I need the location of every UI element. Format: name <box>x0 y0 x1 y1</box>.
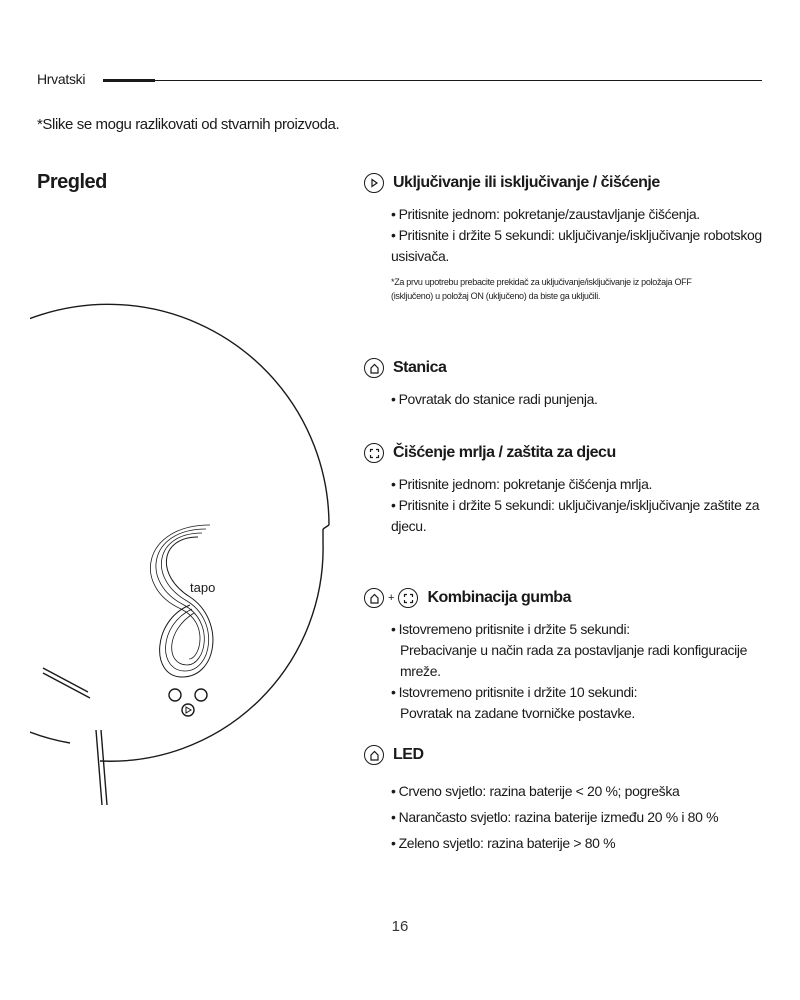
play-icon <box>364 173 384 193</box>
overview-heading: Pregled <box>37 171 107 193</box>
image-disclaimer: *Slike se mogu razlikovati od stvarnih proizvoda. <box>37 116 340 133</box>
power-button-illustration <box>182 704 194 716</box>
section-dock <box>364 355 774 410</box>
plus-sign: + <box>388 592 395 604</box>
list-item-continuation: djecu. <box>391 518 427 534</box>
header-divider <box>103 80 762 81</box>
list-item: • Crveno svjetlo: razina baterije < 20 %; pogreška <box>391 783 680 799</box>
list-item-continuation: Prebacivanje u način rada za postavljanje radi konfiguracije mreže. <box>400 642 748 679</box>
list-item: • Istovremeno pritisnite i držite 10 sekundi: <box>391 684 638 700</box>
list-item: • Pritisnite jednom: pokretanje čišćenja mrlja. <box>391 476 653 492</box>
home-icon <box>364 358 384 378</box>
first-use-note: *Za prvu upotrebu prebacite prekidač za uključivanje/isključivanje iz položaja OFF (isključeno) u položaj ON (uključeno) da biste ga uključili. <box>391 277 692 301</box>
page-number: 16 <box>391 918 409 935</box>
s-light-band <box>160 537 216 677</box>
header-divider-accent <box>103 79 155 82</box>
section-led <box>364 742 774 856</box>
list-item: • Pritisnite i držite 5 sekundi: uključivanje/isključivanje zaštite za <box>391 497 760 513</box>
robot-vacuum-illustration <box>30 275 340 805</box>
list-item-continuation: usisivača. <box>391 248 449 264</box>
home-button-illustration <box>195 689 207 701</box>
spot-clean-button-illustration <box>169 689 181 701</box>
home-icon <box>364 745 384 765</box>
section-spot-clean-title: Čišćenje mrlja / zaštita za djecu <box>393 444 616 461</box>
section-button-combination-title: Kombinacija gumba <box>427 589 571 606</box>
list-item: • Povratak do stanice radi punjenja. <box>391 391 598 407</box>
section-led-title: LED <box>393 746 424 763</box>
list-item: • Istovremeno pritisnite i držite 5 sekundi: <box>391 621 630 637</box>
section-button-combination <box>364 585 774 724</box>
list-item: • Narančasto svjetlo: razina baterije između 20 % i 80 % <box>391 809 719 825</box>
robot-logo: tapo <box>190 580 216 595</box>
list-item: • Pritisnite i držite 5 sekundi: uključivanje/isključivanje robotskog <box>391 227 762 243</box>
spot-clean-icon <box>364 443 384 463</box>
section-power <box>364 170 774 303</box>
list-item: • Zeleno svjetlo: razina baterije > 80 % <box>391 835 616 851</box>
section-power-title: Uključivanje ili isključivanje / čišćenje <box>393 174 660 191</box>
side-brush <box>43 668 90 698</box>
home-icon <box>364 588 384 608</box>
section-spot-clean <box>364 440 774 537</box>
list-item-continuation: Povratak na zadane tvorničke postavke. <box>400 705 635 721</box>
section-dock-title: Stanica <box>393 359 447 376</box>
language-label: Hrvatski <box>37 71 86 87</box>
spot-clean-icon <box>398 588 418 608</box>
list-item: • Pritisnite jednom: pokretanje/zaustavljanje čišćenja. <box>391 206 700 222</box>
